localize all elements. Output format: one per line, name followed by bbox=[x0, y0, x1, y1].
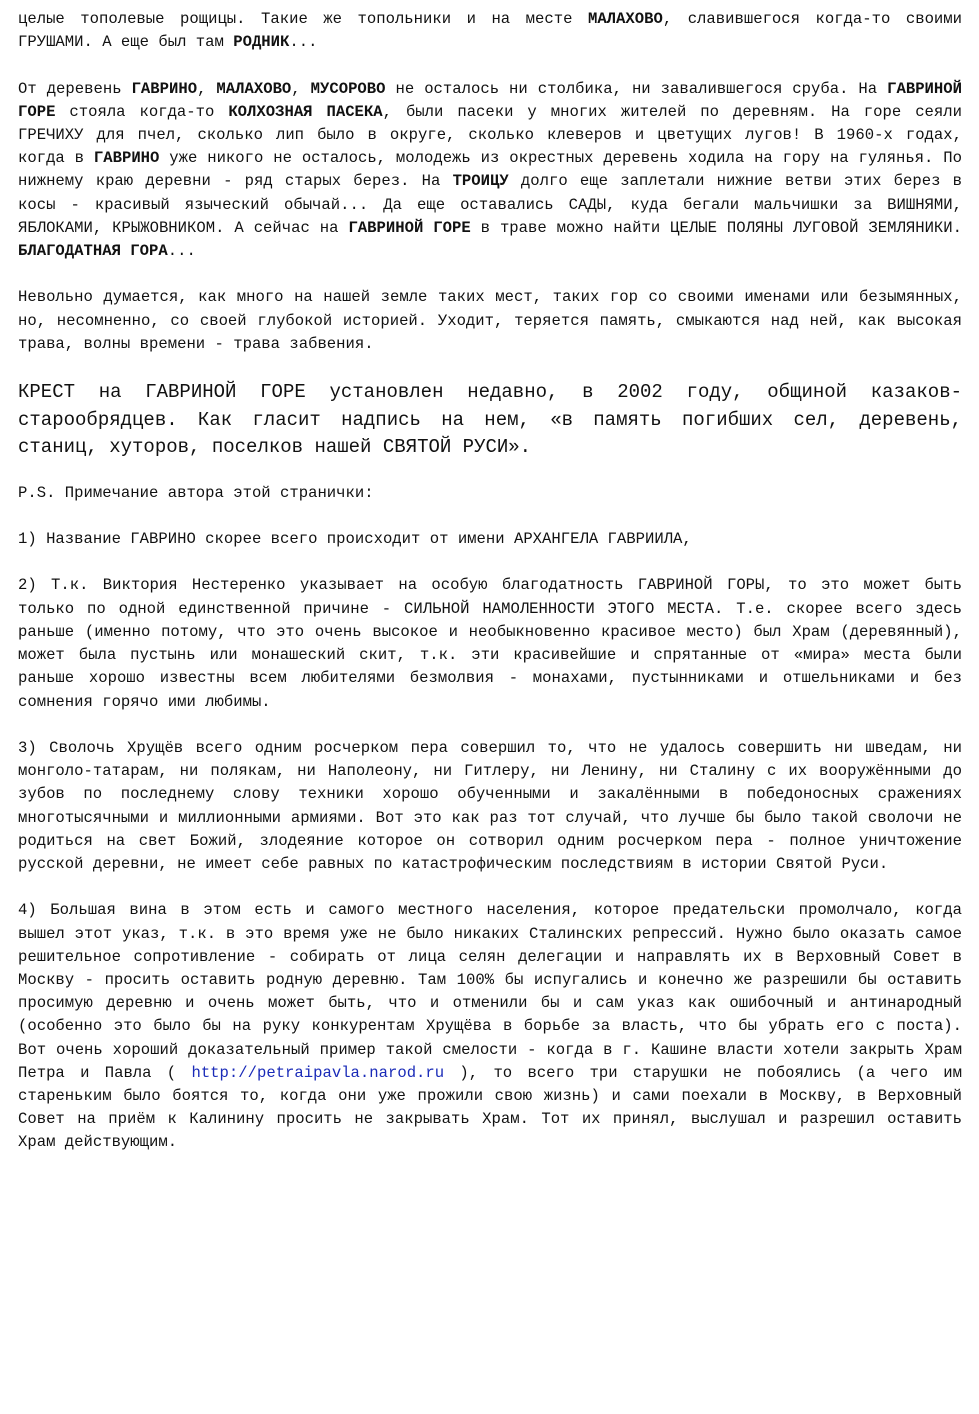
paragraph-ps: P.S. Примечание автора этой странички: bbox=[18, 483, 374, 502]
note-1: 1) Название ГАВРИНО скорее всего происходит от имени АРХАНГЕЛА ГАВРИИЛА, bbox=[18, 530, 692, 549]
text-segment: не осталось ни столбика, ни завалившегося сруба. На bbox=[385, 79, 888, 98]
text-segment: уже никого не осталось, молодежь из окрестных деревень ходила на гору на гулянья. По нижнему краю деревни - ряд старых берез. На bbox=[18, 149, 962, 191]
bold-place-name: РОДНИК bbox=[233, 33, 290, 52]
bold-place-name: МУСОРОВО bbox=[310, 79, 386, 98]
text-segment: , bbox=[197, 79, 217, 98]
bold-place-name: ГАВРИНО bbox=[93, 149, 160, 168]
text-segment: 4) Большая вина в этом есть и самого местного населения, которое предательски промолчало, когда вышел этот указ, т.к. в это время уже не было никаких Сталинских репрессий. Нужно было оказать самое решительное сопротивление - собирать от лица селян делегации и направлять их в Верховный Совет в Москву - просить оставить родную деревню. Там 100% бы испугались и конечно же разрешили бы оставить просимую деревню и очень может быть, что и отменили бы и сам указ как ошибочный и антинародный (особенно это было бы на руку конкурентам Хрущёва в борьбе за власть, что бы убрать его с поста). Вот очень хороший доказательный пример такой смелости - когда в г. Кашине власти хотели закрыть Храм Петра и Павла ( bbox=[18, 901, 962, 1082]
bold-place-name: КОЛХОЗНАЯ ПАСЕКА bbox=[228, 102, 383, 121]
text-segment: стояла когда-то bbox=[55, 102, 229, 121]
bold-place-name: ТРОИЦУ bbox=[452, 172, 509, 191]
note-3: 3) Сволочь Хрущёв всего одним росчерком пера совершил то, что не удалось совершить ни шведам, ни монголо-татарам, ни полякам, ни Наполеону, ни Гитлеру, ни Ленину, ни Сталину с их вооружёнными до зубов по последнему слову техники хорошо обученными и закалёнными в победоносных сражениях многотысячными и миллионными армиями. Вот это как раз тот случай, что лучше бы было такой сволочи не родиться на свет Божий, злодеяние которое он сотворил одним росчерком пера - полное уничтожение русской деревни, не имеет себе равных по катастрофическим последствиям в истории Святой Руси. bbox=[18, 738, 962, 873]
text-segment: долго еще заплетали нижние ветви этих берез в косы - красивый языческий обычай... Да еще оставались САДЫ, куда бегали мальчишки за ВИШНЯМИ, ЯБЛОКАМИ, КРЫЖОВНИКОМ. А сейчас на bbox=[18, 172, 962, 237]
text-segment: целые тополевые рощицы. Такие же топольники и на месте bbox=[18, 10, 588, 28]
bold-place-name: ГАВРИНО bbox=[131, 79, 198, 98]
text-segment: ... bbox=[167, 242, 196, 261]
note-2: 2) Т.к. Виктория Нестеренко указывает на особую благодатность ГАВРИНОЙ ГОРЫ, то это может быть только по одной единственной причине - СИЛЬНОЙ НАМОЛЕННОСТИ ЭТОГО МЕСТА. Т.е. скорее всего здесь раньше (именно потому, что это очень высокое и необыкновенно красивое место) был Храм (деревянный), может была пустынь или монашеский скит, т.к. эти красивейшие и спрятанные от «мира» места были раньше хорошо известны всем любителями безмолвия - монахами, пустынниками и отшельниками и без сомнения горячо ими любимы. bbox=[18, 576, 962, 711]
text-segment: , славившегося когда-то своими ГРУШАМИ. А еще был там bbox=[18, 10, 963, 52]
paragraph-villages bbox=[18, 78, 962, 264]
bold-place-name: МАЛАХОВО bbox=[587, 10, 663, 28]
bold-place-name: БЛАГОДАТНАЯ ГОРА bbox=[18, 242, 168, 261]
paragraph-cross: КРЕСТ на ГАВРИНОЙ ГОРЕ установлен недавно, в 2002 году, общиной казаков-старообрядцев. Как гласит надпись на нем, «в память погибших сел, деревень, станиц, хуторов, поселков нашей СВЯТОЙ РУСИ». bbox=[18, 381, 962, 459]
document-body bbox=[18, 8, 962, 1178]
text-segment: ... bbox=[289, 33, 318, 52]
text-segment: в траве можно найти ЦЕЛЫЕ ПОЛЯНЫ ЛУГОВОЙ ЗЕМЛЯНИКИ. bbox=[470, 218, 962, 237]
bold-place-name: МАЛАХОВО bbox=[216, 79, 292, 98]
text-segment: От деревень bbox=[18, 79, 132, 98]
text-segment: , были пасеки у многих жителей по деревням. На горе сеяли ГРЕЧИХУ для пчел, сколько лип было в округе, сколько клеверов и цветущих лугов! В 1960-х годах, когда в bbox=[18, 102, 962, 168]
petraipavla-link[interactable]: http://petraipavla.narod.ru bbox=[191, 1063, 445, 1082]
note-4 bbox=[18, 899, 962, 1154]
paragraph-memory: Невольно думается, как много на нашей земле таких мест, таких гор со своими именами или безымянных, но, несомненно, со своей глубокой историей. Уходит, теряется память, смыкаются над ней, как высокая трава, волны времени - трава забвения. bbox=[18, 288, 962, 353]
text-segment: ), то всего три старушки не побоялись (а чего им стареньким было боятся то, когда они уже прожили свою жизнь) и сами поехали в Москву, в Верховный Совет на приём к Калинину просить не закрывать Храм. Тот их принял, выслушал и разрешил оставить Храм действующим. bbox=[18, 1063, 963, 1152]
text-segment: , bbox=[291, 79, 311, 98]
bold-place-name: ГАВРИНОЙ ГОРЕ bbox=[348, 218, 471, 237]
bold-place-name: ГАВРИНОЙ ГОРЕ bbox=[18, 79, 962, 121]
paragraph-malakhovo bbox=[18, 8, 962, 54]
